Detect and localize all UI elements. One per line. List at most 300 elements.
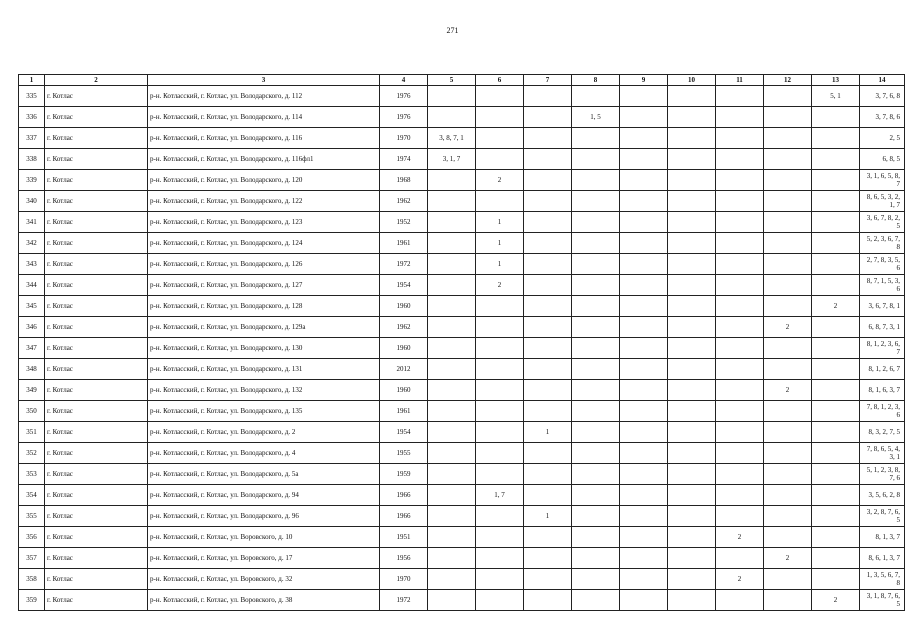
address-cell: р-н. Котласский, г. Котлас, ул. Володарского, д. 123 (148, 212, 380, 233)
year-cell: 1956 (380, 548, 428, 569)
year-cell: 1970 (380, 128, 428, 149)
table-row (19, 317, 905, 338)
col13-cell (812, 128, 860, 149)
col6-cell (476, 86, 524, 107)
column-header-12: 12 (764, 75, 812, 86)
col7-cell (524, 275, 572, 296)
col10-cell (668, 296, 716, 317)
col7-cell (524, 569, 572, 590)
col13-cell (812, 170, 860, 191)
table-row (19, 443, 905, 464)
col13-cell (812, 380, 860, 401)
col12-cell (764, 296, 812, 317)
row-number-cell: 351 (19, 422, 45, 443)
col9-cell (620, 128, 668, 149)
col10-cell (668, 128, 716, 149)
col10-cell (668, 422, 716, 443)
col14-cell: 3, 1, 8, 7, 6, 5 (860, 590, 905, 611)
address-cell: р-н. Котласский, г. Котлас, ул. Володарского, д. 128 (148, 296, 380, 317)
col11-cell: 2 (716, 527, 764, 548)
col8-cell (572, 317, 620, 338)
col9-cell (620, 569, 668, 590)
col8-cell (572, 170, 620, 191)
settlement-cell: г. Котлас (45, 401, 148, 422)
col7-cell (524, 464, 572, 485)
col7-cell (524, 338, 572, 359)
col6-cell (476, 422, 524, 443)
col8-cell (572, 233, 620, 254)
year-cell: 1951 (380, 527, 428, 548)
year-cell: 1960 (380, 338, 428, 359)
col6-cell (476, 359, 524, 380)
col14-cell: 3, 2, 8, 7, 6, 5 (860, 506, 905, 527)
col8-cell (572, 443, 620, 464)
col12-cell (764, 569, 812, 590)
col11-cell (716, 275, 764, 296)
col10-cell (668, 569, 716, 590)
col6-cell (476, 128, 524, 149)
col8-cell (572, 191, 620, 212)
year-cell: 1960 (380, 296, 428, 317)
row-number-cell: 342 (19, 233, 45, 254)
address-cell: р-н. Котласский, г. Котлас, ул. Володарского, д. 112 (148, 86, 380, 107)
address-cell: р-н. Котласский, г. Котлас, ул. Володарского, д. 5а (148, 464, 380, 485)
col10-cell (668, 338, 716, 359)
col8-cell (572, 506, 620, 527)
col13-cell (812, 212, 860, 233)
col12-cell (764, 275, 812, 296)
address-cell: р-н. Котласский, г. Котлас, ул. Володарского, д. 94 (148, 485, 380, 506)
col5-cell (428, 191, 476, 212)
address-cell: р-н. Котласский, г. Котлас, ул. Воровского, д. 38 (148, 590, 380, 611)
row-number-cell: 338 (19, 149, 45, 170)
col14-cell: 5, 1, 2, 3, 8, 7, 6 (860, 464, 905, 485)
settlement-cell: г. Котлас (45, 107, 148, 128)
col6-cell (476, 506, 524, 527)
year-cell: 1961 (380, 233, 428, 254)
year-cell: 1954 (380, 422, 428, 443)
year-cell: 1952 (380, 212, 428, 233)
col5-cell (428, 170, 476, 191)
year-cell: 1966 (380, 485, 428, 506)
row-number-cell: 352 (19, 443, 45, 464)
col7-cell (524, 359, 572, 380)
col8-cell (572, 149, 620, 170)
settlement-cell: г. Котлас (45, 443, 148, 464)
col13-cell: 2 (812, 590, 860, 611)
col7-cell (524, 107, 572, 128)
settlement-cell: г. Котлас (45, 569, 148, 590)
col12-cell: 2 (764, 380, 812, 401)
col9-cell (620, 527, 668, 548)
address-cell: р-н. Котласский, г. Котлас, ул. Володарского, д. 127 (148, 275, 380, 296)
col10-cell (668, 191, 716, 212)
col12-cell (764, 485, 812, 506)
column-header-7: 7 (524, 75, 572, 86)
column-header-14: 14 (860, 75, 905, 86)
year-cell: 2012 (380, 359, 428, 380)
col8-cell (572, 86, 620, 107)
col14-cell: 3, 1, 6, 5, 8, 7 (860, 170, 905, 191)
col8-cell (572, 527, 620, 548)
table-row (19, 464, 905, 485)
col7-cell (524, 170, 572, 191)
col9-cell (620, 422, 668, 443)
col10-cell (668, 464, 716, 485)
col7-cell: 1 (524, 506, 572, 527)
col13-cell (812, 149, 860, 170)
col6-cell: 1 (476, 212, 524, 233)
row-number-cell: 339 (19, 170, 45, 191)
col8-cell (572, 422, 620, 443)
col10-cell (668, 233, 716, 254)
header-row (19, 75, 905, 86)
col9-cell (620, 275, 668, 296)
col12-cell (764, 212, 812, 233)
column-header-9: 9 (620, 75, 668, 86)
year-cell: 1976 (380, 107, 428, 128)
col5-cell (428, 569, 476, 590)
col11-cell (716, 401, 764, 422)
col12-cell (764, 233, 812, 254)
col7-cell (524, 212, 572, 233)
col14-cell: 2, 7, 8, 3, 5, 6 (860, 254, 905, 275)
row-number-cell: 350 (19, 401, 45, 422)
col12-cell: 2 (764, 548, 812, 569)
col9-cell (620, 254, 668, 275)
col9-cell (620, 506, 668, 527)
col14-cell: 3, 7, 8, 6 (860, 107, 905, 128)
col14-cell: 3, 6, 7, 8, 2, 5 (860, 212, 905, 233)
table-row (19, 170, 905, 191)
housing-registry-table (18, 74, 905, 611)
col11-cell (716, 170, 764, 191)
col12-cell (764, 170, 812, 191)
col10-cell (668, 86, 716, 107)
settlement-cell: г. Котлас (45, 149, 148, 170)
col9-cell (620, 485, 668, 506)
row-number-cell: 341 (19, 212, 45, 233)
address-cell: р-н. Котласский, г. Котлас, ул. Володарского, д. 130 (148, 338, 380, 359)
col5-cell (428, 317, 476, 338)
settlement-cell: г. Котлас (45, 170, 148, 191)
col9-cell (620, 338, 668, 359)
col10-cell (668, 107, 716, 128)
table-row (19, 548, 905, 569)
col11-cell (716, 107, 764, 128)
col5-cell (428, 338, 476, 359)
col5-cell: 3, 1, 7 (428, 149, 476, 170)
table-row (19, 191, 905, 212)
col8-cell (572, 254, 620, 275)
col10-cell (668, 380, 716, 401)
year-cell: 1976 (380, 86, 428, 107)
col12-cell (764, 128, 812, 149)
table-row (19, 359, 905, 380)
col12-cell (764, 338, 812, 359)
settlement-cell: г. Котлас (45, 359, 148, 380)
col14-cell: 2, 5 (860, 128, 905, 149)
col13-cell (812, 464, 860, 485)
col9-cell (620, 107, 668, 128)
col6-cell (476, 527, 524, 548)
col11-cell (716, 359, 764, 380)
col13-cell (812, 401, 860, 422)
col9-cell (620, 149, 668, 170)
table-row (19, 149, 905, 170)
settlement-cell: г. Котлас (45, 506, 148, 527)
settlement-cell: г. Котлас (45, 422, 148, 443)
settlement-cell: г. Котлас (45, 485, 148, 506)
table-row (19, 212, 905, 233)
year-cell: 1961 (380, 401, 428, 422)
col11-cell (716, 380, 764, 401)
col11-cell (716, 548, 764, 569)
col7-cell (524, 590, 572, 611)
settlement-cell: г. Котлас (45, 317, 148, 338)
settlement-cell: г. Котлас (45, 254, 148, 275)
year-cell: 1960 (380, 380, 428, 401)
col13-cell (812, 275, 860, 296)
col9-cell (620, 548, 668, 569)
col10-cell (668, 359, 716, 380)
col12-cell (764, 527, 812, 548)
col5-cell (428, 296, 476, 317)
year-cell: 1959 (380, 464, 428, 485)
settlement-cell: г. Котлас (45, 464, 148, 485)
col5-cell (428, 380, 476, 401)
column-header-5: 5 (428, 75, 476, 86)
col8-cell (572, 464, 620, 485)
col9-cell (620, 464, 668, 485)
col12-cell (764, 422, 812, 443)
year-cell: 1974 (380, 149, 428, 170)
table-row (19, 128, 905, 149)
col14-cell: 5, 2, 3, 6, 7, 8 (860, 233, 905, 254)
table-row (19, 380, 905, 401)
address-cell: р-н. Котласский, г. Котлас, ул. Володарского, д. 132 (148, 380, 380, 401)
table-row (19, 86, 905, 107)
col6-cell (476, 443, 524, 464)
address-cell: р-н. Котласский, г. Котлас, ул. Володарского, д. 96 (148, 506, 380, 527)
col6-cell: 2 (476, 275, 524, 296)
col5-cell (428, 506, 476, 527)
row-number-cell: 346 (19, 317, 45, 338)
year-cell: 1966 (380, 506, 428, 527)
settlement-cell: г. Котлас (45, 380, 148, 401)
row-number-cell: 354 (19, 485, 45, 506)
table-row (19, 401, 905, 422)
col5-cell (428, 464, 476, 485)
col6-cell (476, 191, 524, 212)
row-number-cell: 345 (19, 296, 45, 317)
col9-cell (620, 380, 668, 401)
col8-cell (572, 359, 620, 380)
col8-cell (572, 590, 620, 611)
col7-cell (524, 128, 572, 149)
col10-cell (668, 590, 716, 611)
col9-cell (620, 212, 668, 233)
column-header-13: 13 (812, 75, 860, 86)
col13-cell (812, 338, 860, 359)
col5-cell (428, 527, 476, 548)
settlement-cell: г. Котлас (45, 212, 148, 233)
address-cell: р-н. Котласский, г. Котлас, ул. Володарского, д. 116 (148, 128, 380, 149)
column-header-4: 4 (380, 75, 428, 86)
col13-cell (812, 569, 860, 590)
col13-cell (812, 422, 860, 443)
col9-cell (620, 191, 668, 212)
row-number-cell: 355 (19, 506, 45, 527)
col9-cell (620, 359, 668, 380)
col5-cell (428, 422, 476, 443)
col7-cell (524, 233, 572, 254)
col9-cell (620, 317, 668, 338)
col14-cell: 8, 1, 6, 3, 7 (860, 380, 905, 401)
col13-cell (812, 254, 860, 275)
year-cell: 1962 (380, 191, 428, 212)
col7-cell (524, 296, 572, 317)
col8-cell (572, 380, 620, 401)
col14-cell: 1, 3, 5, 6, 7, 8 (860, 569, 905, 590)
settlement-cell: г. Котлас (45, 86, 148, 107)
table-row (19, 506, 905, 527)
col11-cell (716, 254, 764, 275)
col14-cell: 7, 8, 1, 2, 3, 6 (860, 401, 905, 422)
col10-cell (668, 548, 716, 569)
col11-cell (716, 212, 764, 233)
col6-cell (476, 317, 524, 338)
col14-cell: 8, 6, 1, 3, 7 (860, 548, 905, 569)
col13-cell (812, 443, 860, 464)
col5-cell (428, 590, 476, 611)
col11-cell (716, 485, 764, 506)
col6-cell (476, 569, 524, 590)
col7-cell (524, 485, 572, 506)
settlement-cell: г. Котлас (45, 296, 148, 317)
col7-cell (524, 527, 572, 548)
address-cell: р-н. Котласский, г. Котлас, ул. Володарского, д. 4 (148, 443, 380, 464)
col5-cell (428, 485, 476, 506)
row-number-cell: 357 (19, 548, 45, 569)
col7-cell: 1 (524, 422, 572, 443)
col10-cell (668, 485, 716, 506)
col5-cell (428, 275, 476, 296)
col11-cell: 2 (716, 569, 764, 590)
col8-cell (572, 569, 620, 590)
settlement-cell: г. Котлас (45, 338, 148, 359)
column-header-1: 1 (19, 75, 45, 86)
col11-cell (716, 590, 764, 611)
col6-cell: 1 (476, 233, 524, 254)
table-row (19, 590, 905, 611)
col11-cell (716, 86, 764, 107)
col12-cell (764, 149, 812, 170)
col10-cell (668, 506, 716, 527)
col7-cell (524, 254, 572, 275)
col9-cell (620, 443, 668, 464)
address-cell: р-н. Котласский, г. Котлас, ул. Володарского, д. 129а (148, 317, 380, 338)
col6-cell: 1, 7 (476, 485, 524, 506)
row-number-cell: 349 (19, 380, 45, 401)
col14-cell: 8, 1, 2, 6, 7 (860, 359, 905, 380)
col12-cell (764, 506, 812, 527)
col12-cell (764, 464, 812, 485)
col8-cell (572, 548, 620, 569)
col13-cell (812, 485, 860, 506)
table-row (19, 233, 905, 254)
column-header-6: 6 (476, 75, 524, 86)
col9-cell (620, 590, 668, 611)
col14-cell: 6, 8, 7, 3, 1 (860, 317, 905, 338)
settlement-cell: г. Котлас (45, 128, 148, 149)
col5-cell: 3, 8, 7, 1 (428, 128, 476, 149)
col10-cell (668, 149, 716, 170)
row-number-cell: 356 (19, 527, 45, 548)
col9-cell (620, 401, 668, 422)
col8-cell (572, 128, 620, 149)
table-row (19, 254, 905, 275)
col14-cell: 8, 6, 5, 3, 2, 1, 7 (860, 191, 905, 212)
address-cell: р-н. Котласский, г. Котлас, ул. Володарского, д. 116фл1 (148, 149, 380, 170)
col11-cell (716, 506, 764, 527)
column-header-10: 10 (668, 75, 716, 86)
col13-cell: 2 (812, 296, 860, 317)
row-number-cell: 340 (19, 191, 45, 212)
col6-cell (476, 590, 524, 611)
address-cell: р-н. Котласский, г. Котлас, ул. Воровского, д. 32 (148, 569, 380, 590)
address-cell: р-н. Котласский, г. Котлас, ул. Володарского, д. 135 (148, 401, 380, 422)
col10-cell (668, 212, 716, 233)
row-number-cell: 344 (19, 275, 45, 296)
col8-cell (572, 485, 620, 506)
col7-cell (524, 401, 572, 422)
col7-cell (524, 86, 572, 107)
col7-cell (524, 380, 572, 401)
col8-cell (572, 212, 620, 233)
col10-cell (668, 527, 716, 548)
col6-cell (476, 401, 524, 422)
col5-cell (428, 548, 476, 569)
table-row (19, 569, 905, 590)
col12-cell (764, 107, 812, 128)
col7-cell (524, 317, 572, 338)
col11-cell (716, 422, 764, 443)
col14-cell: 3, 5, 6, 2, 8 (860, 485, 905, 506)
col6-cell (476, 380, 524, 401)
col10-cell (668, 401, 716, 422)
col9-cell (620, 170, 668, 191)
col11-cell (716, 128, 764, 149)
column-header-8: 8 (572, 75, 620, 86)
col6-cell (476, 548, 524, 569)
col12-cell (764, 401, 812, 422)
col14-cell: 8, 3, 2, 7, 5 (860, 422, 905, 443)
col5-cell (428, 107, 476, 128)
col13-cell (812, 191, 860, 212)
row-number-cell: 348 (19, 359, 45, 380)
col6-cell: 1 (476, 254, 524, 275)
col8-cell (572, 296, 620, 317)
col12-cell: 2 (764, 317, 812, 338)
col5-cell (428, 359, 476, 380)
col14-cell: 8, 1, 2, 3, 6, 7 (860, 338, 905, 359)
col14-cell: 6, 8, 5 (860, 149, 905, 170)
col13-cell (812, 527, 860, 548)
col5-cell (428, 212, 476, 233)
col12-cell (764, 590, 812, 611)
col11-cell (716, 296, 764, 317)
